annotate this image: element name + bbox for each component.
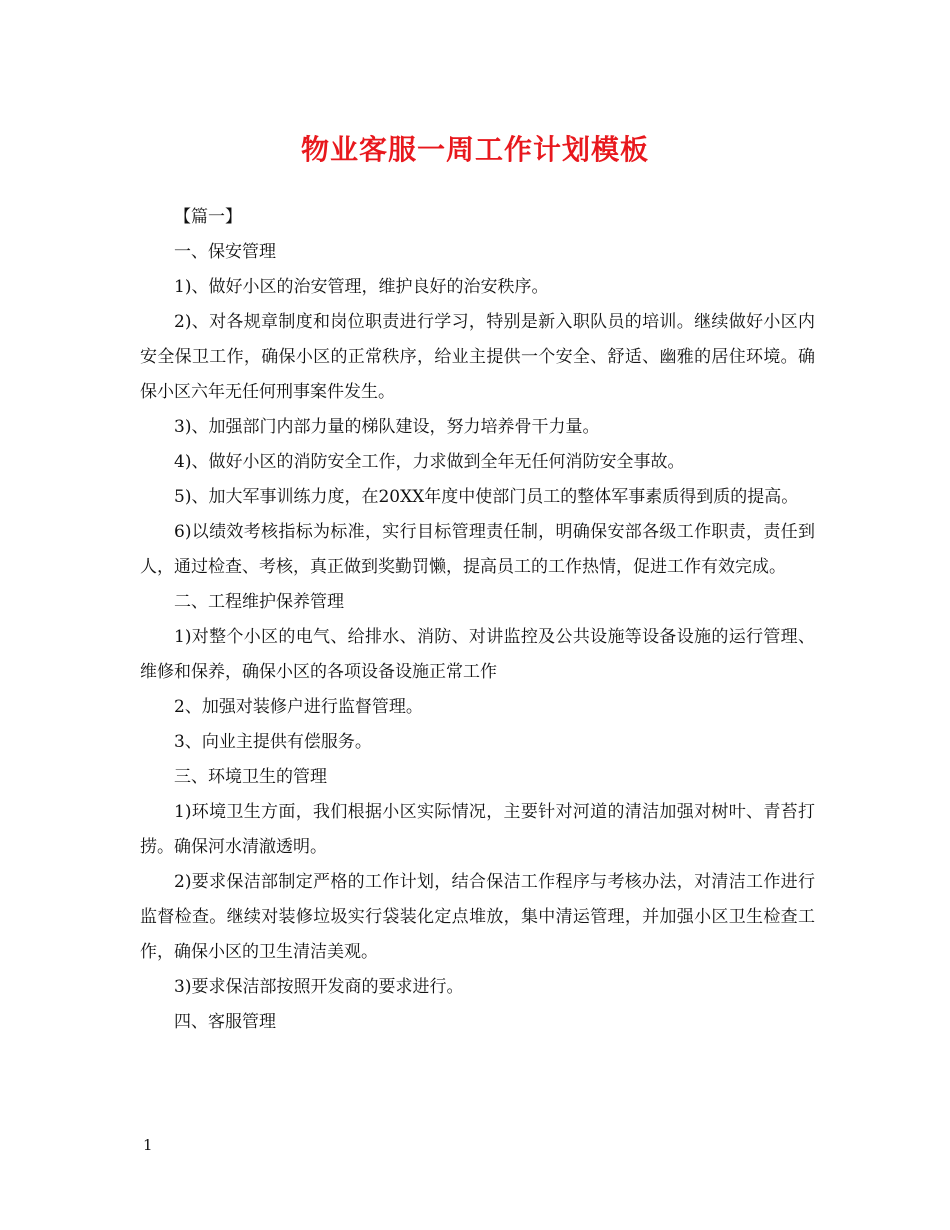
paragraph: 1)、做好小区的治安管理，维护良好的治安秩序。: [174, 277, 549, 297]
paragraph: 2)、对各规章制度和岗位职责进行学习，特别是新入职队员的培训。继续做好小区内安全保卫工作，确保小区的正常秩序，给业主提供一个安全、舒适、幽雅的居住环境。确保小区六年无任何刑事案件发生。: [140, 312, 815, 402]
section-label: 【篇一】: [174, 207, 242, 227]
heading-customer-service: 四、客服管理: [174, 1012, 276, 1032]
document-title: 物业客服一周工作计划模板: [300, 133, 649, 166]
paragraph: 3)、加强部门内部力量的梯队建设，努力培养骨干力量。: [174, 417, 600, 437]
page-number: 1: [143, 1136, 153, 1154]
paragraph: 3)要求保洁部按照开发商的要求进行。: [174, 977, 464, 997]
paragraph: 2、加强对装修户进行监督管理。: [174, 697, 423, 717]
paragraph: 2)要求保洁部制定严格的工作计划，结合保洁工作程序与考核办法，对清洁工作进行监督检查。继续对装修垃圾实行袋装化定点堆放，集中清运管理，并加强小区卫生检查工作，确保小区的卫生清洁美观。: [140, 872, 815, 962]
paragraph: 4)、做好小区的消防安全工作，力求做到全年无任何消防安全事故。: [174, 452, 685, 472]
heading-engineering: 二、工程维护保养管理: [174, 592, 344, 612]
paragraph: 6)以绩效考核指标为标准，实行目标管理责任制，明确保安部各级工作职责，责任到人，通过检查、考核，真正做到奖勤罚懒，提高员工的工作热情，促进工作有效完成。: [140, 522, 815, 577]
paragraph: 1)对整个小区的电气、给排水、消防、对讲监控及公共设施等设备设施的运行管理、维修和保养，确保小区的各项设备设施正常工作: [140, 627, 815, 682]
document-body: [140, 200, 815, 1040]
paragraph: 1)环境卫生方面，我们根据小区实际情况，主要针对河道的清洁加强对树叶、青苔打捞。确保河水清澈透明。: [140, 802, 815, 857]
paragraph: 3、向业主提供有偿服务。: [174, 732, 372, 752]
heading-sanitation: 三、环境卫生的管理: [174, 767, 327, 787]
paragraph: 5)、加大军事训练力度，在20XX年度中使部门员工的整体军事素质得到质的提高。: [174, 487, 799, 507]
heading-security: 一、保安管理: [174, 242, 276, 262]
